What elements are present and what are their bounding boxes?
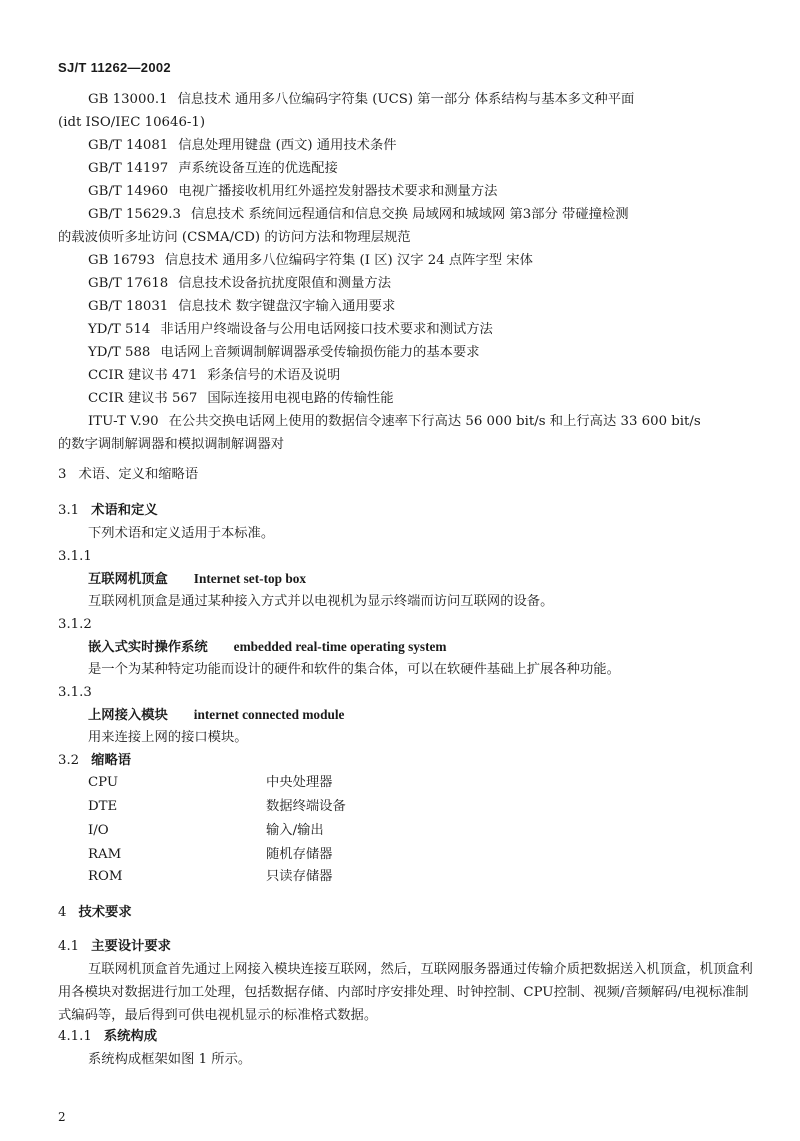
section-3-heading: 3 术语、定义和缩略语	[58, 467, 199, 482]
reference-item: YD/T 588 电话网上音频调制解调器承受传输损伤能力的基本要求	[88, 345, 480, 360]
term-heading: 互联网机顶盒 Internet set-top box	[88, 571, 307, 587]
reference-item: GB/T 15629.3 信息技术 系统间远程通信和信息交换 局域网和城域网 第3部分 带碰撞检测	[88, 207, 629, 222]
section-3-1-heading: 3.1 术语和定义	[58, 503, 158, 518]
section-3-2-heading: 3.2 缩略语	[58, 753, 132, 768]
section-3-1-intro: 下列术语和定义适用于本标准。	[88, 526, 275, 541]
section-4-heading: 4 技术要求	[58, 905, 132, 920]
standard-code: SJ/T 11262—2002	[58, 60, 171, 75]
reference-item: GB/T 17618 信息技术设备抗扰度限值和测量方法	[88, 276, 392, 291]
term-number: 3.1.1	[58, 549, 92, 564]
reference-item: CCIR 建议书 471 彩条信号的术语及说明	[88, 368, 341, 383]
reference-item: YD/T 514 非话用户终端设备与公用电话网接口技术要求和测试方法	[88, 322, 493, 337]
term-definition: 是一个为某种特定功能而设计的硬件和软件的集合体，可以在软硬件基础上扩展各种功能。	[88, 662, 620, 677]
abbreviation-row: RAM 随机存储器	[88, 847, 333, 862]
reference-item: GB 16793 信息技术 通用多八位编码字符集 (I 区) 汉字 24 点阵字型 宋体	[88, 253, 533, 268]
reference-item: GB 13000.1 信息技术 通用多八位编码字符集 (UCS) 第一部分 体系结构与基本多文种平面	[88, 92, 635, 107]
abbreviation-row: I/O 输入/输出	[88, 823, 324, 838]
reference-item: GB/T 14081 信息处理用键盘 (西文) 通用技术条件	[88, 138, 397, 153]
page-number: 2	[58, 1110, 66, 1124]
section-4-1-body: 互联网机顶盒首先通过上网接入模块连接互联网，然后，互联网服务器通过传输介质把数据送入机顶盒，机顶盒利用各模块对数据进行加工处理，包括数据存储、内部时序安排处理、时钟控制、CPU控制、视频/音频解码/电视标准制式编码等，最后得到可供电视机显示的标准格式数据。	[58, 962, 753, 1023]
term-number: 3.1.2	[58, 617, 92, 632]
section-4-1-heading: 4.1 主要设计要求	[58, 939, 171, 954]
normative-references-list	[58, 88, 754, 456]
reference-item: ITU-T V.90 在公共交换电话网上使用的数据信令速率下行高达 56 000 bit/s 和上行高达 33 600 bit/s	[88, 414, 701, 429]
abbreviation-row: ROM 只读存储器	[88, 869, 333, 884]
reference-continuation: 的载波侦听多址访问 (CSMA/CD) 的访问方法和物理层规范	[58, 230, 411, 245]
abbreviation-row: DTE 数据终端设备	[88, 799, 346, 814]
section-4-1-1-text: 系统构成框架如图 1 所示。	[88, 1052, 252, 1067]
reference-item: CCIR 建议书 567 国际连接用电视电路的传输性能	[88, 391, 394, 406]
term-heading: 上网接入模块 internet connected module	[88, 707, 345, 723]
reference-continuation: 的数字调制解调器和模拟调制解调器对	[58, 437, 285, 452]
term-heading: 嵌入式实时操作系统 embedded real-time operating system	[88, 639, 447, 655]
section-4-1-1-heading: 4.1.1 系统构成	[58, 1029, 158, 1044]
term-number: 3.1.3	[58, 685, 92, 700]
reference-item: GB/T 14197 声系统设备互连的优选配接	[88, 161, 338, 176]
reference-item: GB/T 14960 电视广播接收机用红外遥控发射器技术要求和测量方法	[88, 184, 498, 199]
term-definition: 用来连接上网的接口模块。	[88, 730, 248, 745]
abbreviation-row: CPU 中央处理器	[88, 775, 333, 790]
reference-item: GB/T 18031 信息技术 数字键盘汉字输入通用要求	[88, 299, 396, 314]
reference-continuation: (idt ISO/IEC 10646-1)	[58, 115, 206, 130]
term-definition: 互联网机顶盒是通过某种接入方式并以电视机为显示终端而访问互联网的设备。	[88, 594, 554, 609]
